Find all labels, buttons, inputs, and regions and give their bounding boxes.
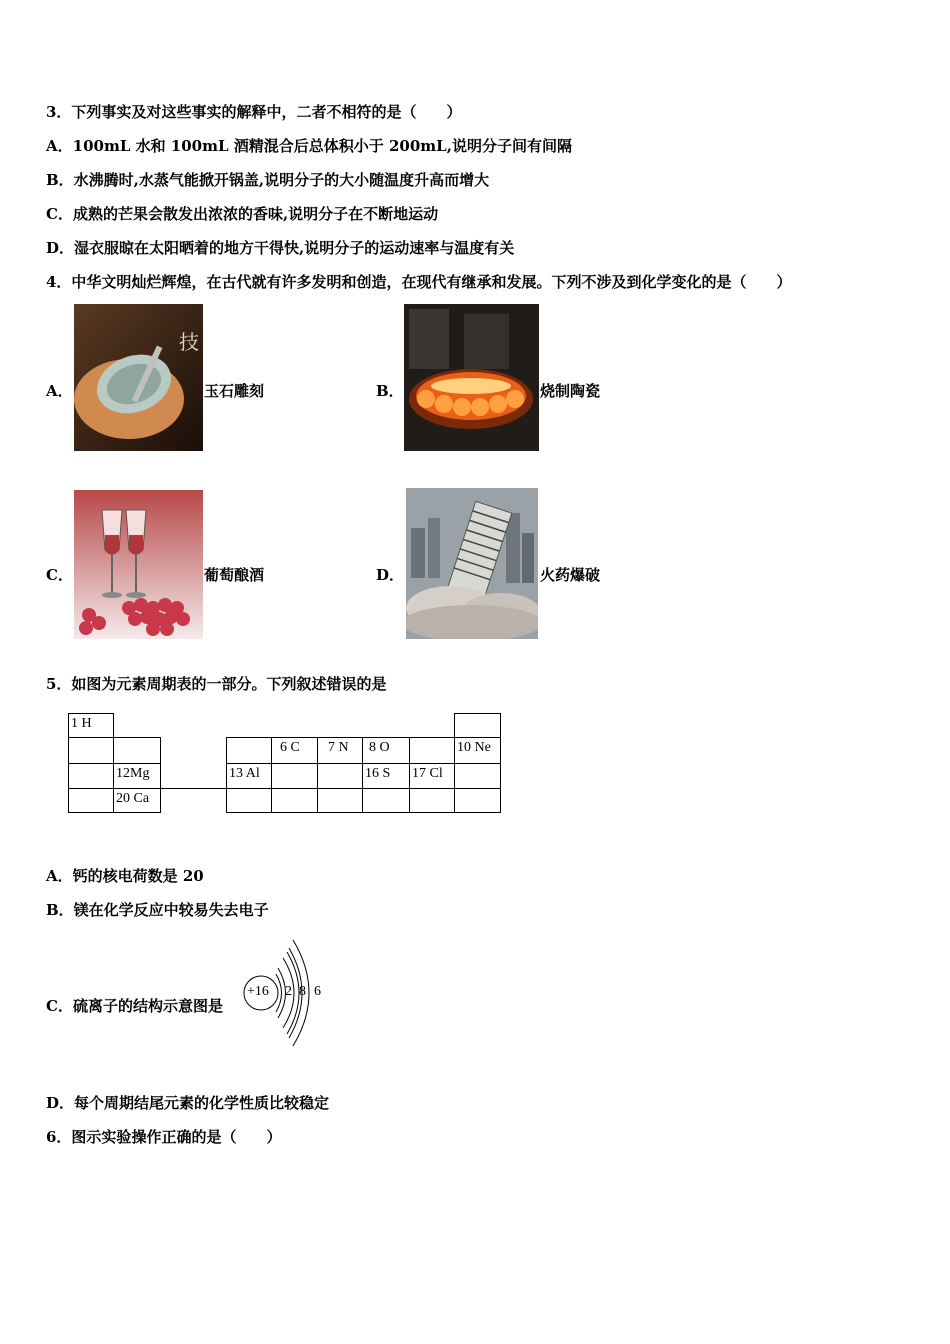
pt-cell-empty <box>409 788 455 813</box>
pt-cell-empty <box>271 788 318 813</box>
pt-cell-empty <box>226 788 272 813</box>
pt-cell-c: 6 C <box>271 737 318 764</box>
q4-option-c-letter: C． <box>46 566 73 584</box>
demolition-blasting-image <box>406 488 538 639</box>
pt-cell-empty <box>68 788 114 813</box>
shell-1-electrons: 2 <box>285 984 292 999</box>
pt-cell-n: 7 N <box>317 737 363 764</box>
q6-stem: 6．图示实验操作正确的是（ ） <box>46 1128 282 1146</box>
q4-option-c-caption: 葡萄酿酒 <box>204 566 265 584</box>
pt-cell-empty <box>68 737 114 764</box>
pt-cell-mg: 12Mg <box>113 763 161 789</box>
pt-cell-cl: 17 Cl <box>409 763 455 789</box>
pt-cell-s: 16 S <box>362 763 410 789</box>
sulfur-ion-structure-diagram <box>243 930 333 1055</box>
pt-cell-o: 8 O <box>362 737 410 764</box>
q5-option-a: A．钙的核电荷数是 20 <box>46 867 204 885</box>
pt-cell-empty <box>271 763 318 789</box>
pt-cell-empty <box>317 763 363 789</box>
pt-cell-empty <box>362 788 410 813</box>
q4-option-a-letter: A． <box>46 382 73 400</box>
pt-cell-empty <box>226 737 272 764</box>
pt-cell-empty <box>68 763 114 789</box>
svg-text:技: 技 <box>179 330 199 354</box>
q3-option-a: A．100mL 水和 100mL 酒精混合后总体积小于 200mL,说明分子间有间隔 <box>46 137 572 155</box>
q5-option-d: D．每个周期结尾元素的化学性质比较稳定 <box>46 1094 330 1112</box>
pt-cell-ca: 20 Ca <box>113 788 161 813</box>
pt-cell-empty <box>317 788 363 813</box>
q4-option-a-caption: 玉石雕刻 <box>204 382 265 400</box>
q3-option-b: B．水沸腾时,水蒸气能掀开锅盖,说明分子的大小随温度升高而增大 <box>46 171 490 189</box>
jade-carving-image <box>74 304 203 451</box>
pt-cell-h: 1 H <box>68 713 114 738</box>
q4-option-d-letter: D． <box>376 566 405 584</box>
pt-cell-empty <box>454 713 501 738</box>
pt-cell-empty <box>409 737 455 764</box>
q5-option-b: B．镁在化学反应中较易失去电子 <box>46 901 269 919</box>
q5-option-c: C．硫离子的结构示意图是 <box>46 997 223 1015</box>
nucleus-charge: +16 <box>247 984 269 999</box>
shell-2-electrons: 8 <box>299 984 306 999</box>
pt-cell-empty <box>454 763 501 789</box>
wine-making-image <box>74 490 203 639</box>
q3-option-c: C．成熟的芒果会散发出浓浓的香味,说明分子在不断地运动 <box>46 205 439 223</box>
q4-option-b-letter: B． <box>376 382 404 400</box>
q3-stem: 3．下列事实及对这些事实的解释中，二者不相符的是（ ） <box>46 103 462 121</box>
q4-stem: 4．中华文明灿烂辉煌，在古代就有许多发明和创造，在现代有继承和发展。下列不涉及到化学变化的是（ ） <box>46 273 792 291</box>
q4-option-b-caption: 烧制陶瓷 <box>540 382 601 400</box>
ceramic-firing-image <box>404 304 539 451</box>
q5-stem: 5．如图为元素周期表的一部分。下列叙述错误的是 <box>46 675 387 693</box>
pt-cell-al: 13 Al <box>226 763 272 789</box>
pt-cell-ne: 10 Ne <box>454 737 501 764</box>
pt-gap-line <box>160 788 227 789</box>
q4-option-d-caption: 火药爆破 <box>540 566 601 584</box>
shell-3-electrons: 6 <box>314 984 321 999</box>
pt-cell-empty <box>113 737 161 764</box>
pt-cell-empty <box>454 788 501 813</box>
q3-option-d: D．湿衣服晾在太阳晒着的地方干得快,说明分子的运动速率与温度有关 <box>46 239 515 257</box>
